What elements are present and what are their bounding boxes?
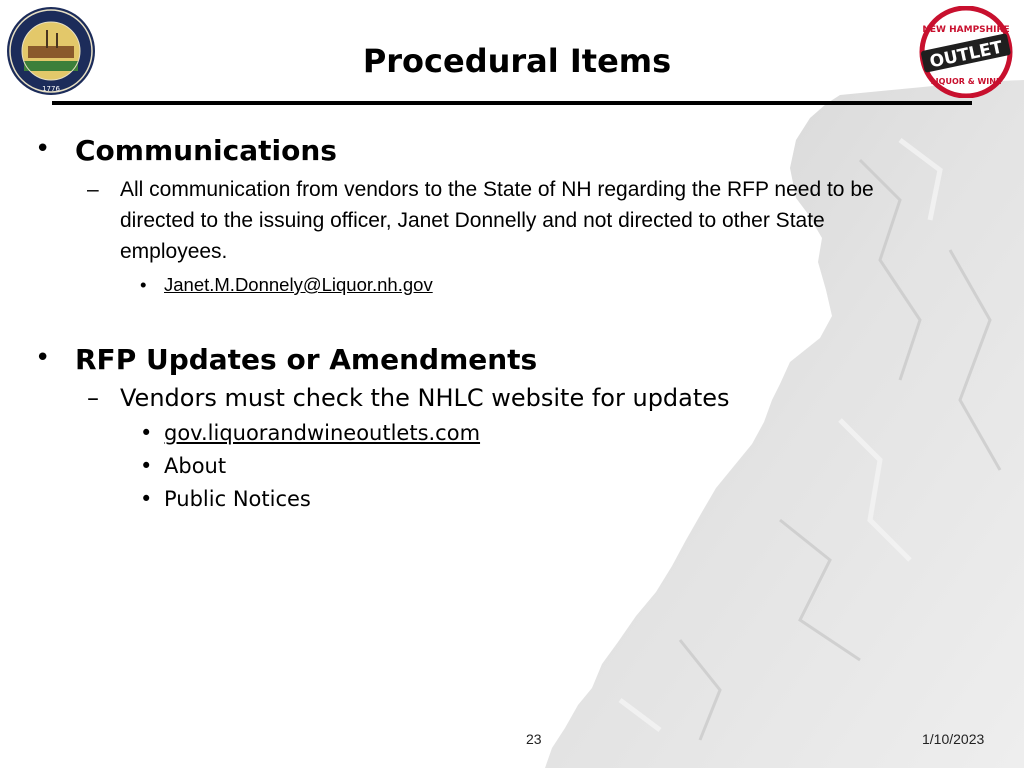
communication-text-line: directed to the issuing officer, Janet Donnelly and not directed to other State: [120, 209, 825, 232]
bullet-marker: •: [35, 134, 51, 164]
slide-title: Procedural Items: [362, 42, 672, 80]
list-item-label: Public Notices: [164, 487, 311, 511]
section-heading-label: Communications: [75, 134, 337, 167]
list-item-label: About: [164, 454, 227, 478]
section-heading-communications: [35, 134, 337, 167]
state-seal-year: 1776: [42, 85, 60, 93]
communication-text: [87, 174, 874, 267]
email-link-item: [140, 274, 433, 296]
list-item-about: [140, 454, 227, 478]
bullet-marker: •: [140, 421, 153, 445]
communication-text-line: employees.: [120, 240, 228, 263]
outlet-logo-top-text: NEW HAMPSHIRE: [922, 25, 1010, 35]
updates-text: [87, 384, 730, 412]
bullet-marker: •: [140, 274, 147, 295]
outlet-logo-bottom-text: LIQUOR & WINE: [930, 77, 1002, 86]
website-link[interactable]: gov.liquorandwineoutlets.com: [164, 421, 481, 445]
updates-text-label: Vendors must check the NHLC website for updates: [120, 384, 730, 412]
website-link-item: [140, 421, 481, 445]
outlet-logo-main-text: OUTLET: [927, 37, 1005, 73]
list-item-public-notices: [140, 487, 311, 511]
section-heading-rfp-updates: [35, 343, 538, 376]
bullet-marker: •: [140, 454, 153, 478]
section-heading-label: RFP Updates or Amendments: [75, 343, 538, 376]
dash-marker: –: [87, 384, 99, 412]
slide-date: 1/10/2023: [922, 731, 985, 747]
bullet-marker: •: [140, 487, 153, 511]
bullet-marker: •: [35, 343, 51, 373]
dash-marker: –: [87, 178, 99, 201]
page-number: 23: [526, 731, 542, 747]
communication-text-line: All communication from vendors to the State of NH regarding the RFP need to be: [120, 178, 874, 201]
email-link[interactable]: Janet.M.Donnely@Liquor.nh.gov: [164, 274, 433, 295]
